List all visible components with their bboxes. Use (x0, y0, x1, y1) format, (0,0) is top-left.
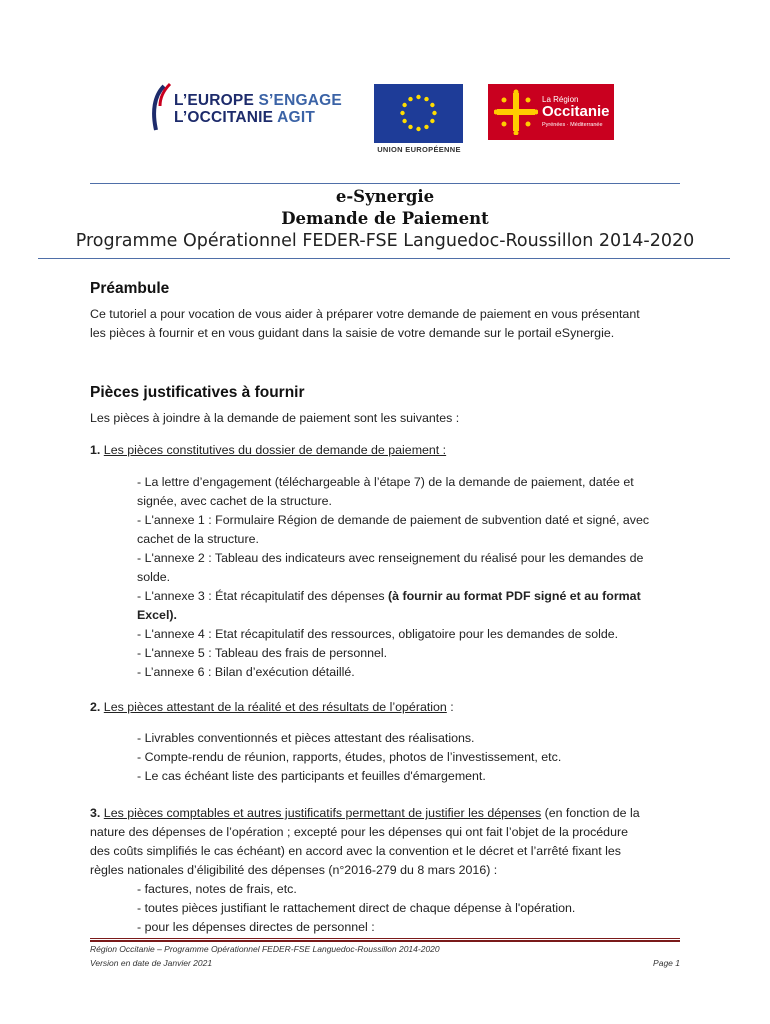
s1-line: solde. (137, 570, 171, 584)
s3-bullet: - pour les dépenses directes de personnel : (137, 920, 375, 934)
section-2-list (137, 729, 561, 786)
s1-line: - L'annexe 1 : Formulaire Région de demande de paiement de subvention daté et signé, avec (137, 513, 650, 527)
heading-pieces: Pièces justificatives à fournir (90, 384, 305, 401)
s3-bullet: - factures, notes de frais, etc. (137, 882, 297, 896)
eu-stars-icon (374, 84, 463, 143)
region-occitanie-logo (488, 84, 614, 140)
occitan-cross-icon (494, 89, 538, 135)
s1-line: signée, avec cachet de la structure. (137, 494, 332, 508)
region-label-1: La Région (542, 95, 579, 104)
logo-line-1: L’EUROPE S’ENGAGE (174, 92, 342, 109)
logo-line-2: L’OCCITANIE AGIT (174, 109, 315, 126)
s1-line: - La lettre d’engagement (téléchargeable à l’étape 7) de la demande de paiement, datée et (137, 475, 634, 489)
footer-line-2: Version en date de Janvier 2021 (90, 958, 213, 968)
doc-title-3: Programme Opérationnel FEDER-FSE Languedoc-Roussillon 2014-2020 (75, 231, 695, 251)
section-1-title: 1. Les pièces constitutives du dossier de demande de paiement : (90, 443, 447, 457)
s1-line: - L'annexe 5 : Tableau des frais de personnel. (137, 646, 388, 660)
s3-line: des coûts simplifiés le cas échéant) en accord avec la convention et le décret et l’arrêté fixant les (90, 844, 622, 858)
page-number: Page 1 (653, 958, 680, 968)
section-3-title: 3. Les pièces comptables et autres justificatifs permettant de justifier les dépenses (en fonction de la (90, 806, 640, 820)
s2-line: - Compte-rendu de réunion, rapports, études, photos de l’investissement, etc. (137, 750, 562, 764)
s2-line: - Livrables conventionnés et pièces attestant des réalisations. (137, 731, 475, 745)
preambule-line-2: les pièces à fournir et en vous guidant dans la saisie de votre demande sur le portail eSynergie. (90, 326, 615, 340)
footer-line-1: Région Occitanie – Programme Opérationnel FEDER-FSE Languedoc-Roussillon 2014-2020 (90, 944, 440, 954)
eu-flag (374, 84, 463, 143)
footer-rule-thick (90, 940, 680, 942)
s3-line: nature des dépenses de l’opération ; excepté pour les dépenses qui ont fait l’objet de la procédure (90, 825, 628, 839)
pieces-intro: Les pièces à joindre à la demande de paiement sont les suivantes : (90, 411, 460, 425)
section-1-list (137, 473, 679, 682)
s1-line: - L'annexe 4 : Etat récapitulatif des ressources, obligatoire pour les demandes de solde. (137, 627, 619, 641)
doc-title-2: Demande de Paiement (281, 209, 489, 228)
s1-line: - L'annexe 2 : Tableau des indicateurs avec renseignement du réalisé pour les demandes de (137, 551, 644, 565)
s2-line: - Le cas échéant liste des participants et feuilles d'émargement. (137, 769, 486, 783)
doc-title-1: e-Synergie (335, 187, 435, 206)
s1-line: cachet de la structure. (137, 532, 259, 546)
europe-occitanie-logo (148, 82, 358, 142)
s3-line: règles nationales d’éligibilité des dépenses (n°2016-279 du 8 mars 2016) : (90, 863, 498, 877)
s3-bullet: - toutes pièces justifiant le rattachement direct de chaque dépense à l'opération. (137, 901, 576, 915)
title-rule-bottom (38, 258, 730, 259)
section-2-title: 2. Les pièces attestant de la réalité et des résultats de l’opération : (90, 700, 454, 714)
eu-caption: UNION EUROPÉENNE (377, 145, 461, 154)
preambule-line-1: Ce tutoriel a pour vocation de vous aider à préparer votre demande de paiement en vous présentant (90, 307, 640, 321)
region-label-3: Pyrénées · Méditerranée (542, 122, 603, 128)
heading-preambule: Préambule (90, 280, 170, 297)
s1-line: Excel). (137, 608, 177, 622)
region-label-2: Occitanie (542, 103, 610, 120)
s1-line: - L'annexe 3 : État récapitulatif des dépenses (à fournir au format PDF signé et au format (137, 589, 641, 603)
title-rule-top (90, 183, 680, 184)
footer-rule (90, 938, 680, 939)
s1-line: - L’annexe 6 : Bilan d’exécution détaillé. (137, 665, 355, 679)
